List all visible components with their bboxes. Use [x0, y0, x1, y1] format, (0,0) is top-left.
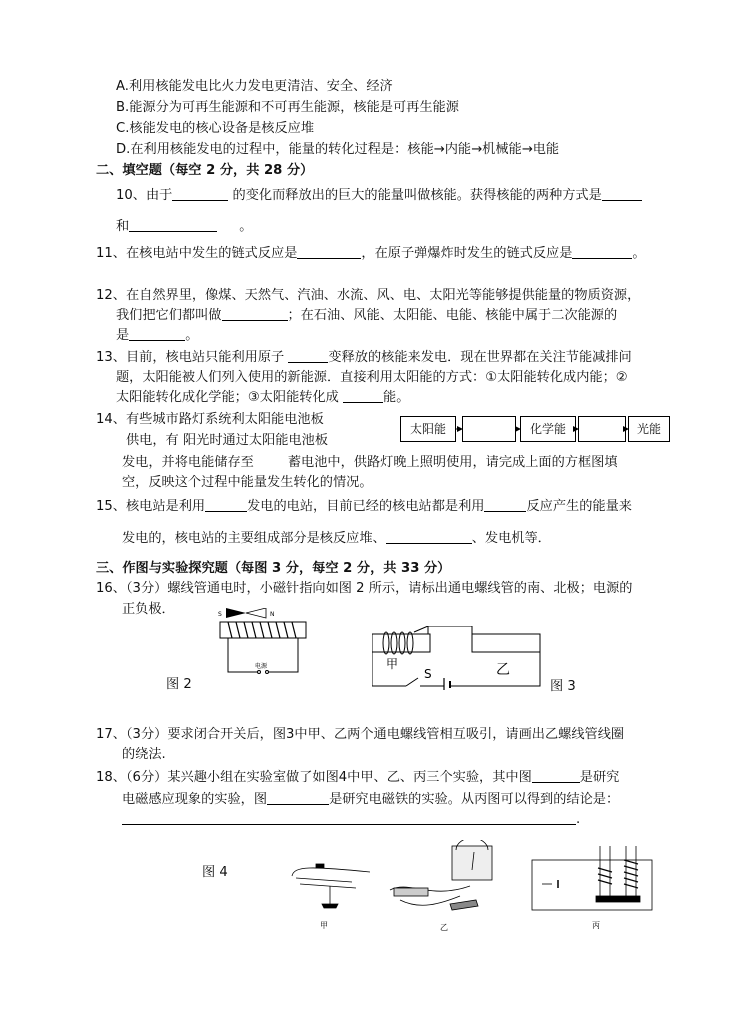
q10-line1: 10、由于 的变化而释放出的巨大的能量叫做核能。获得核能的两种方式是: [116, 187, 642, 205]
compass-needle-icon: [226, 608, 246, 618]
q14-line1: 14、有些城市路灯系统利太阳能电池板: [96, 412, 324, 427]
figure-3: [372, 626, 544, 690]
q16-line2: 正负极．: [122, 602, 175, 617]
q13-blank-1[interactable]: [288, 349, 328, 363]
fig3-label-jia: 甲: [386, 657, 399, 671]
q15-line1: 15、核电站是利用 发电的电站，目前已经的核电站都是利用 反应产生的能量来: [96, 499, 632, 514]
q18-line1: 18、（6分）某兴趣小组在实验室做了如图4中甲、乙、丙三个实验，其中图 是研究: [96, 770, 620, 785]
fig2-power-label: 电源: [255, 663, 268, 670]
fig4-caption: 图 4: [202, 865, 228, 880]
fig4-jia-apparatus: [292, 864, 370, 908]
flow-box-chemical: 化学能: [520, 416, 576, 442]
solenoid-yi: [472, 634, 540, 652]
section2-title: 二、填空题（每空 2 分，共 28 分）: [96, 163, 314, 178]
fig3-caption: 图 3: [550, 679, 576, 694]
q15-blank-2[interactable]: [484, 498, 526, 512]
q13-line3: 太阳能转化成化学能；③太阳能转化成 能。: [116, 390, 410, 405]
q12-line3: 是 。: [116, 328, 199, 343]
flow-arrows: [400, 416, 670, 442]
option-c: C.核能发电的核心设备是核反应堆: [116, 121, 315, 136]
q17-line2: 的绕法.: [122, 747, 166, 762]
energy-flow-diagram: [400, 416, 670, 444]
q11-blank-2[interactable]: [572, 245, 632, 259]
q11-blank-1[interactable]: [297, 245, 361, 259]
q12-line1: 12、在自然界里，像煤、天然气、汽油、水流、风、电、太阳光等能够提供能量的物质资源，: [96, 288, 641, 303]
flow-box-light: 光能: [628, 416, 670, 442]
q13-blank-2[interactable]: [343, 389, 383, 403]
q14-line3: 发电，并将电能储存至 蓄电池中，供路灯晚上照明使用，请完成上面的方框图填: [122, 455, 618, 470]
q12-blank-1[interactable]: [222, 307, 288, 321]
q14-line4: 空，反映这个过程中能量发生转化的情况。: [122, 475, 373, 490]
solenoid-jia: [372, 634, 430, 652]
q10-line2: 和 。: [116, 219, 253, 234]
q10-blank-3[interactable]: [129, 218, 217, 232]
figure-2: [216, 608, 316, 678]
q13-line1: 13、目前，核电站只能利用原子 变释放的核能来发电．现在世界都在关注节能减排问: [96, 350, 632, 365]
q18-line2: 电磁感应现象的实验，图 是研究电磁铁的实验。从丙图可以得到的结论是：: [122, 792, 620, 807]
q18-blank-1[interactable]: [532, 769, 580, 783]
fig2-caption: 图 2: [166, 677, 192, 692]
q15-line2: 发电的，核电站的主要组成部分是核反应堆、 、发电机等．: [122, 531, 551, 546]
q18-line3: .: [122, 811, 580, 829]
q18-blank-3[interactable]: [122, 811, 576, 825]
q10-blank-2[interactable]: [602, 187, 642, 201]
fig4-label-bing: 丙: [592, 921, 600, 930]
q14-line2: 供电，有 阳光时通过太阳能电池板: [126, 433, 329, 448]
fig3-label-s: S: [424, 667, 432, 681]
fig4-label-jia: 甲: [320, 921, 328, 930]
q12-line2: 我们把它们都叫做 ；在石油、风能、太阳能、电能、核能中属于二次能源的: [116, 308, 618, 323]
option-b: B.能源分为可再生能源和不可再生能源，核能是可再生能源: [116, 100, 459, 115]
fig2-label-s: S: [218, 611, 222, 618]
switch-icon: [406, 678, 418, 686]
option-d: D.在利用核能发电的过程中，能量的转化过程是：核能→内能→机械能→电能: [116, 142, 560, 157]
fig4-bing-apparatus: [532, 846, 652, 910]
q12-blank-2[interactable]: [129, 327, 185, 341]
q13-line2: 题，太阳能被人们列入使用的新能源．直接利用太阳能的方式：①太阳能转化成内能；②: [116, 370, 628, 385]
q17-line1: 17、（3分）要求闭合开关后，图3中甲、乙两个通电螺线管相互吸引，请画出乙螺线管线圈: [96, 727, 625, 742]
section3-title: 三、作图与实验探究题（每图 3 分，每空 2 分，共 33 分）: [96, 561, 451, 576]
fig4-yi-apparatus: [390, 840, 492, 910]
q11: 11、在核电站中发生的链式反应是 ，在原子弹爆炸时发生的链式反应是 。: [96, 246, 646, 261]
option-a: A.利用核能发电比火力发电更清洁、安全、经济: [116, 79, 393, 94]
figure-4: [280, 840, 680, 936]
flow-box-solar: 太阳能: [400, 416, 456, 442]
q15-blank-3[interactable]: [386, 530, 472, 544]
fig4-label-yi: 乙: [440, 923, 448, 932]
q10-blank-1[interactable]: [172, 187, 228, 201]
fig2-label-n: N: [270, 611, 275, 618]
fig3-label-yi: 乙: [496, 662, 510, 678]
q18-blank-2[interactable]: [267, 791, 329, 805]
q15-blank-1[interactable]: [205, 498, 247, 512]
q16-line1: 16、（3分）螺线管通电时，小磁针指向如图 2 所示，请标出通电螺线管的南、北极；电源的: [96, 581, 633, 596]
